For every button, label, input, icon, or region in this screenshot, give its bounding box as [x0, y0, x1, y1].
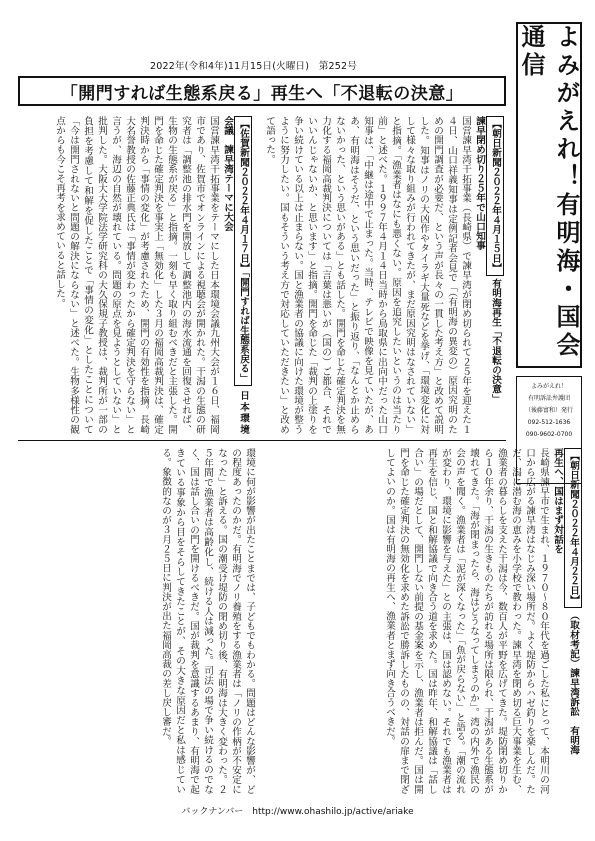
publisher-line3: （後藤富和）発行: [524, 407, 573, 414]
article2-body: 国営諫早湾干拓事業をテーマにした日本環境会議九州大会が１６日、福岡市であり、佐賀市でオンラインによる視聴会が開かれた。干潟の生態の研究者は「調整池の排水門を開放して調整池内の海水流通を回復させれば、生物の生態系が戻る」と指摘。一刻も早く取り組むべきだと主張した。開門を命じた確定判決を事実上「無効化」した３月の福岡高裁判決は、確定判決時から「事情の変化」が考慮されたため、開門の有効性を指摘。長崎大名誉教授の佐藤正典氏は「事情が変わったから確定判決を守らない」と言うが、海辺の自然が壊れている。問題の原点を見ようとしていない」と批判した。大阪大大学院法学研究科の大久保規子教授は、裁判所が一部の負担を考慮して和解を促したことで「事情の変化」としたことについて「今は開門されないと問題の解決にならない」と述べた。生物多様性の観点からも今こそ再考を求めていると話した。: [54, 116, 219, 434]
article1: [258, 116, 504, 434]
headline: [18, 76, 506, 106]
article2: [18, 116, 252, 434]
article3-subtitle2: 再生へ、国はまず対話を: [552, 448, 563, 554]
publisher-line2: 有明訴訟弁護団: [527, 395, 570, 402]
footer-backnumber[interactable]: バックナンバー http://www.ohashilo.jp/active/ariake: [181, 807, 414, 817]
article3: [262, 448, 582, 794]
article3-title: 【朝日新聞２０２２年４月２２日】: [564, 448, 582, 608]
issue-line: 2022年(令和4年)11月15日(火曜日) 第252号: [150, 61, 357, 72]
article3-body: 長崎県諫早市で生まれ、１９７０〜８０年代を過ごした私にとって、本明川の河口から広がる諫早湾はなじみ深い場所だ。よく堤防からハゼ釣りを楽しんだ。ただ、潟に潜む海の恵みを小学校で教わった。諫早湾を閉め切る巨大事業を生む、漁業者の暮らしを支えた干潟は今、数百人が平野を広げてきた。堤防閉め切りから１０年余り、干潟の生きものたちが訪れる場所は限られ、干潟がある生態系が壊れてきた。「海が閉まったら、海はどうなってしまうのか」。湾の内外で漁民の会の声を聞く。漁業者は「泥が深くなった」「魚が戻らない」と語る。「潮の流れが変わり、環境に影響を与えた」との主張は、国は認めない。それでも漁業者は再生を信じ、国と和解協議で向き合う道を求めた。国は昨年、和解協議は「話し合い」の場だとして、開門しない前提の基金案を示し、漁業者は拒んだ。国は開門を命じた確定判決の無効化を求めた訴訟で勝訴したものの、対話の扉まで閉ざしてよいのか。国は有明海の再生へ、漁業者とまず向き合うべきだ。: [384, 448, 549, 794]
publisher-mobile: 090-9602-0700: [525, 431, 573, 438]
article4: [18, 448, 256, 794]
article4-body: 環境に何が影響が出たことまでは、子どもでもわかる。問題はどんな影響が、どの程度あったのかだ。有明海でノリ養殖をする漁業者は「ノリの作柄が不安定になった」と訴える。国の潮受け堤防の閉め切り後、有明海は大きく変わった。２５年間で漁業者は高齢化し、続ける人は減った。司法の場で争い続けるのでなく、国は話し合いの門を開けるべきだ。国が裁判を意識するあまり、有明海で起きている事象から目をそらしてきたことが、その大きな原因だと私は感じている。象徴的なのが３月２５日に判決が出た福岡高裁の差し戻し審だ。: [160, 448, 255, 794]
publisher-line1: よみがえれ！: [530, 383, 567, 390]
masthead: よみがえれ！有明海・国会通信: [516, 22, 582, 368]
article2-subtitle: 日本環境会議 諫早湾テーマに大会: [222, 116, 249, 434]
article1-subtitle2: 諫早閉め切り２５年で山口知事: [474, 116, 485, 251]
publisher-tel: 092-512-1636: [527, 419, 571, 426]
headline-text: 「開門すれば生態系戻る」再生へ「不退転の決意」: [60, 83, 464, 104]
article2-title: 【佐賀新聞２０２２年４月１７日】「開門すれば生態系戻る」: [234, 116, 252, 386]
horizontal-divider: [18, 440, 506, 441]
article3-subtitle1: （取材考記）諫早湾訴訟 有明海: [568, 610, 579, 755]
article1-title: 【朝日新聞２０２２年４月１５日】: [486, 116, 504, 276]
article1-body: 国営諫早湾干拓事業（長崎県）で諫早湾が閉め切られて２５年を迎えた１４日、山口祥義知事は定例記者会見で「（有明海の異変の）原因究明のための開門調査が必要だ、という声が長々の一貫した考え方」と改めて説明した。知事はノリの大凶作やタイラギ大量死などを挙げ、「環境変化に対して様々な取り組みが行われてきたが、まだ原因究明はなされていない」と指摘。「漁業者はなにも悪くない。原因を追究したいというのは当たり前」と述べた。１９９７年４月１４日当時から鳥取県に出向中だった山口知事は、「中継は途中で止まった。当時、テレビで映像を見ていたが、ああ、有明海はそうだ、という思いだった」と振り返り、「なんとか止めらないかった、という思いがある」とも話した。開門を命じた確定判決を無力化する福岡高裁判決については「言葉は悪いが（国の）ご都合、それでいいんじゃないか、と思います」と指摘。開門を命じた「裁判の上塗りを争い続けている以上は止まらない。国と漁業者の協議に向けた環境が整うように努力したい。国もそういう考え方で対応していただきたい」と改めて語った。: [264, 116, 471, 434]
article1-subtitle1: 有明海再生「不退転の決意」: [490, 278, 501, 404]
